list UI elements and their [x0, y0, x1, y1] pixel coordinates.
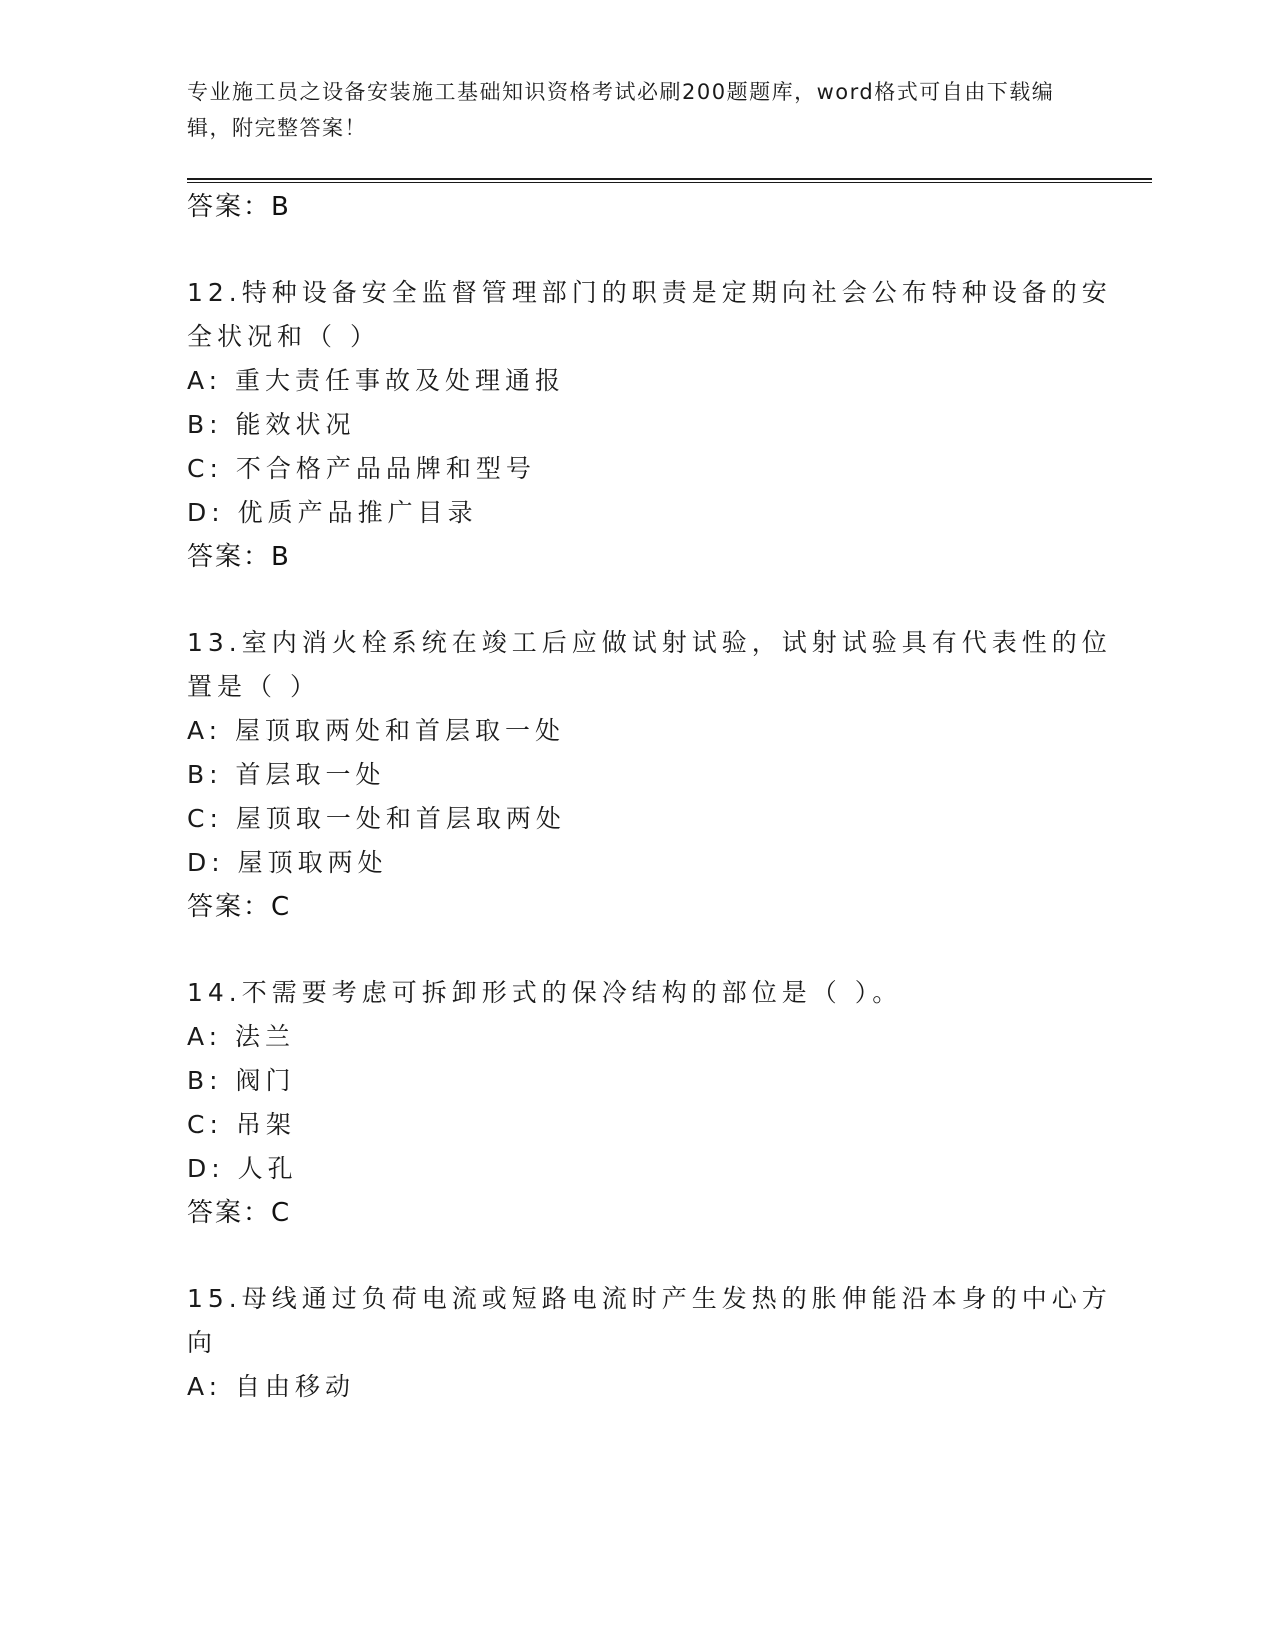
question-14-stem: 14.不需要考虑可拆卸形式的保冷结构的部位是（ ）。: [187, 978, 903, 1007]
question-12-option-a: A: 重大责任事故及处理通报: [187, 366, 566, 395]
question-15-stem: 向: [187, 1328, 218, 1357]
question-12-stem: 全状况和（ ）: [187, 322, 380, 351]
question-13-option-a: A: 屋顶取两处和首层取一处: [187, 716, 566, 745]
header-text: 专业施工员之设备安装施工基础知识资格考试必刷200题题库，word格式可自由下载编辑，附完整答案！: [187, 80, 1055, 140]
question-13-answer: 答案：C: [187, 892, 292, 922]
question-13-option-d: D: 屋顶取两处: [187, 848, 388, 877]
header-rule: [187, 178, 1152, 183]
question-14-option-c: C: 吊架: [187, 1110, 296, 1139]
question-13-stem: 置是（ ）: [187, 672, 320, 701]
question-14-option-d: D: 人孔: [187, 1154, 298, 1183]
question-15-option-a: A: 自由移动: [187, 1372, 356, 1401]
question-12-option-d: D: 优质产品推广目录: [187, 498, 478, 527]
question-13-stem: 13.室内消火栓系统在竣工后应做试射试验，试射试验具有代表性的位: [187, 628, 1112, 657]
question-12-option-c: C: 不合格产品品牌和型号: [187, 454, 536, 483]
question-14-option-b: B: 阀门: [187, 1066, 296, 1095]
question-13-option-c: C: 屋顶取一处和首层取两处: [187, 804, 566, 833]
question-12-option-b: B: 能效状况: [187, 410, 356, 439]
question-15-stem: 15.母线通过负荷电流或短路电流时产生发热的胀伸能沿本身的中心方: [187, 1284, 1112, 1313]
question-12-stem: 12.特种设备安全监督管理部门的职责是定期向社会公布特种设备的安: [187, 278, 1112, 307]
question-14-answer: 答案：C: [187, 1198, 292, 1228]
answer-line: 答案：B: [187, 192, 291, 222]
question-12-answer: 答案：B: [187, 542, 291, 572]
question-13-option-b: B: 首层取一处: [187, 760, 386, 789]
question-14-option-a: A: 法兰: [187, 1022, 296, 1051]
